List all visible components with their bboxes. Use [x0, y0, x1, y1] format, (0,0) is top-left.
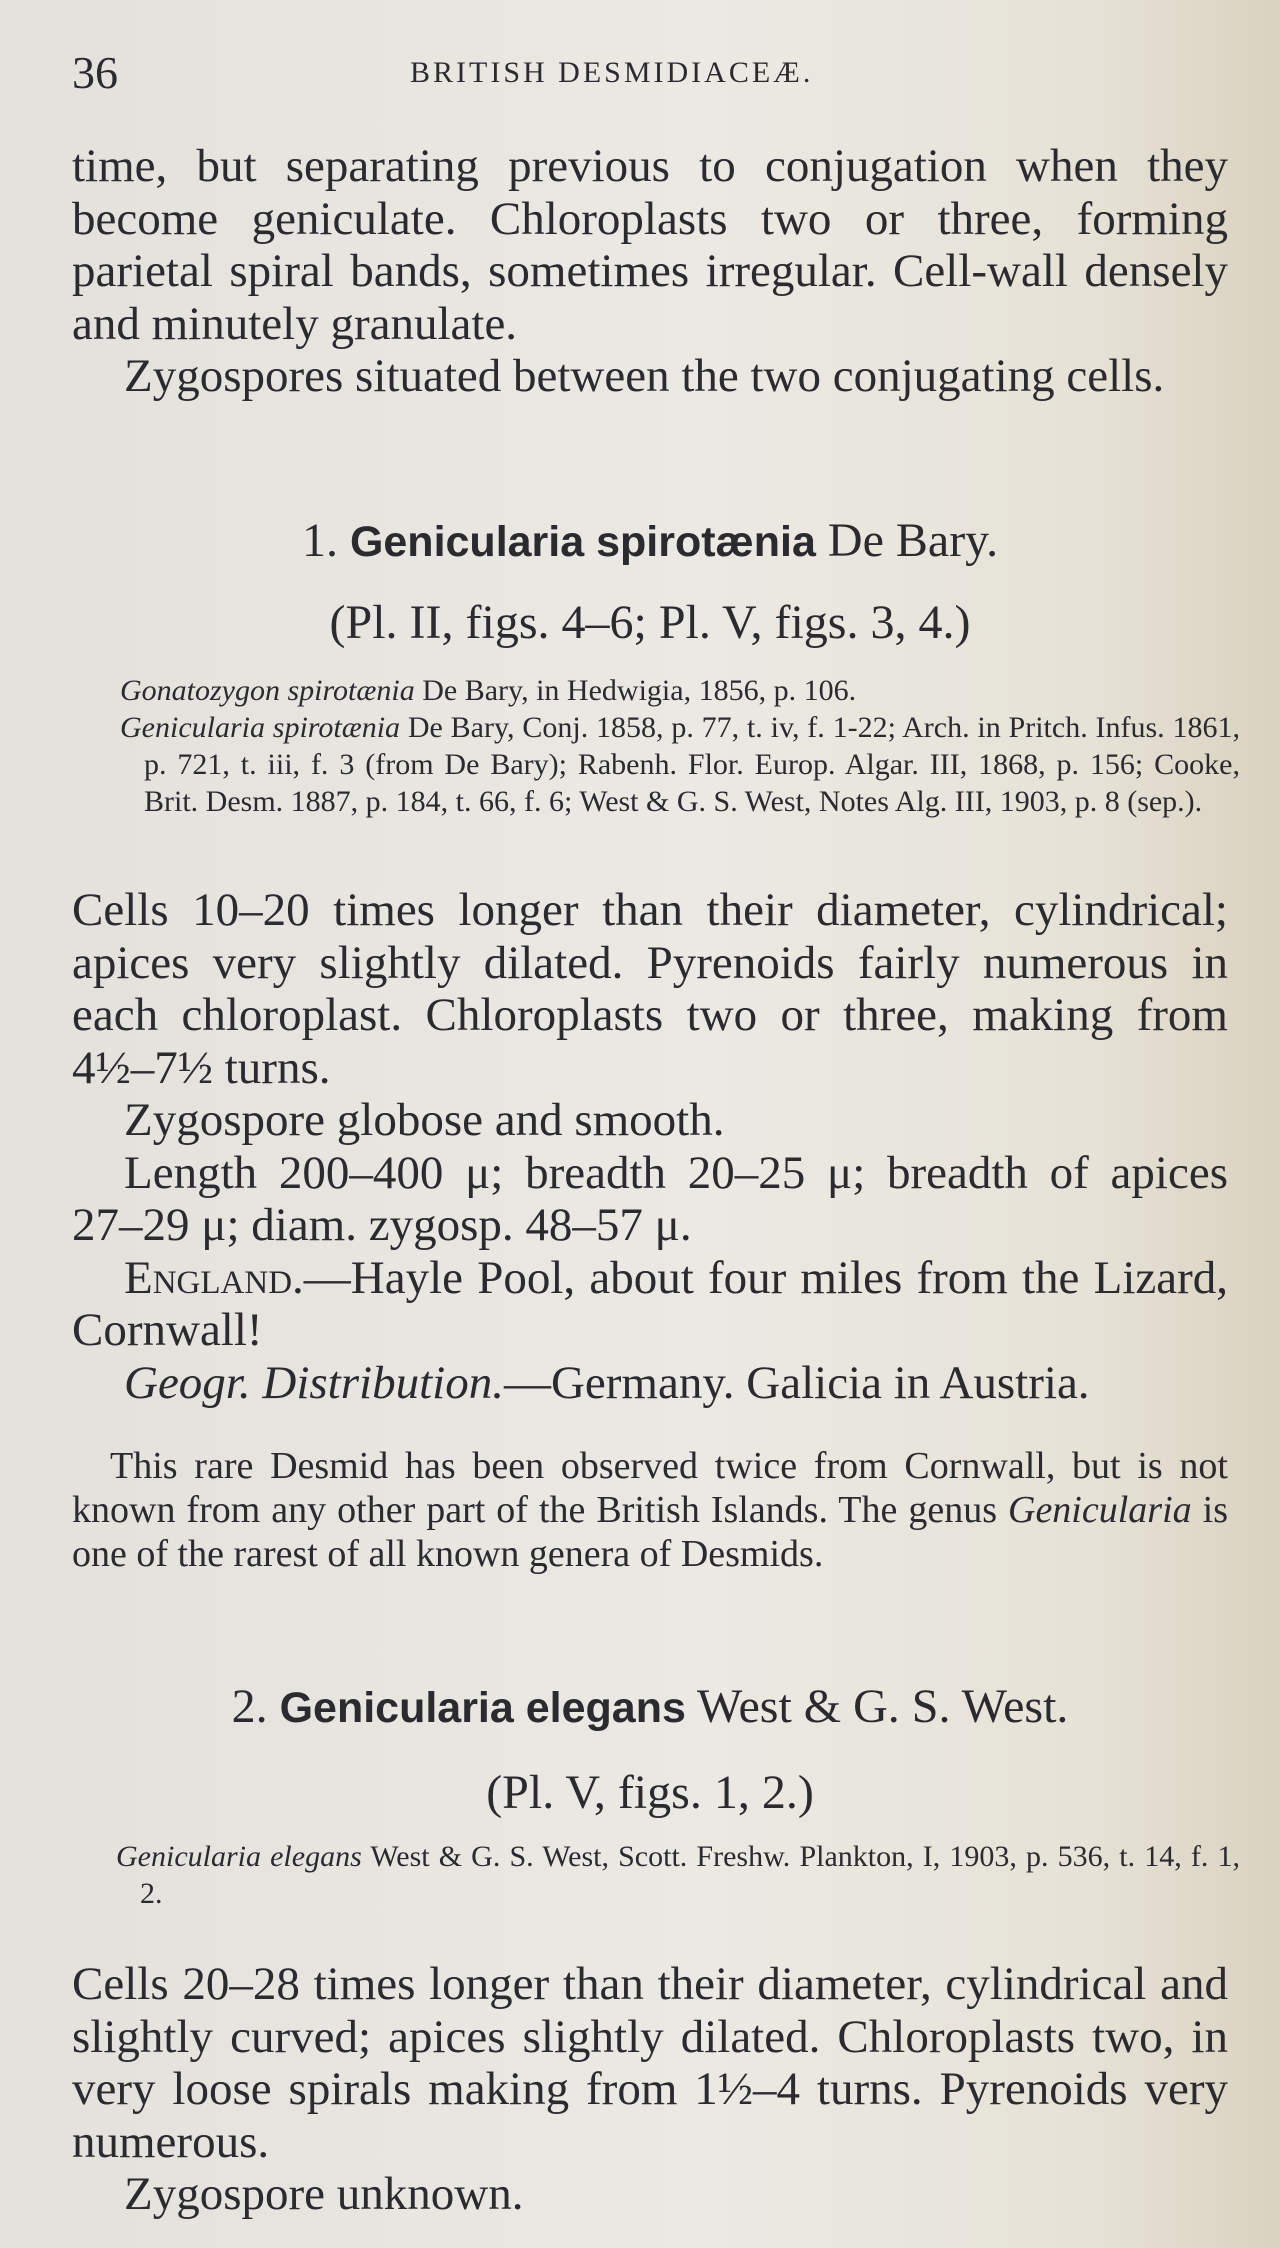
synonymy-2 [116, 1838, 1240, 1912]
plate-reference-2: (Pl. V, figs. 1, 2.) [486, 1766, 814, 1819]
genus-name: Genicularia [1008, 1489, 1192, 1531]
synonymy-1 [120, 672, 1240, 820]
running-title: BRITISH DESMIDIACEÆ. [410, 56, 814, 89]
page-number: 36 [72, 47, 118, 98]
locality-line: England.—Hayle Pool, about four miles from the Lizard, Cornwall! [72, 1251, 1228, 1356]
continuation-text [72, 140, 1228, 403]
plate-reference-1: (Pl. II, figs. 4–6; Pl. V, figs. 3, 4.) [329, 596, 971, 649]
synonym-entry: Genicularia spirotænia De Bary, Conj. 1858, p. 77, t. iv, f. 1-22; Arch. in Pritch. Infus. 1861, p. 721, t. iii, f. 3 (from De Bary); Rabenh. Flor. Europ. Algar. III, 1868, p. 156; Cooke, Brit. Desm. 1887, p. 184, t. 66, f. 6; West & G. S. West, Notes Alg. III, 1903, p. 8 (sep.). [120, 711, 1240, 818]
distribution-label: Geogr. Distribution. [124, 1356, 504, 1409]
running-head [72, 46, 1220, 96]
species-author: West & G. S. West. [697, 1680, 1069, 1733]
species-heading-2 [72, 1676, 1228, 1739]
zygospore-paragraph: Zygospores situated between the two conjugating cells. [124, 350, 1165, 402]
description-2 [72, 1958, 1228, 2221]
species-author: De Bary. [827, 514, 999, 567]
synonym-entry: Gonatozygon spirotænia De Bary, in Hedwigia, 1856, p. 106. [120, 674, 857, 707]
continuation-paragraph: time, but separating previous to conjugation when they become geniculate. Chloroplasts two or three, forming parietal spiral bands, sometimes irregular. Cell-wall densely and minutely granulate. [72, 140, 1228, 350]
species-name: Genicularia elegans [279, 1684, 686, 1732]
locality-label: England. [124, 1251, 304, 1304]
zygospore-line: Zygospore globose and smooth. [124, 1094, 725, 1146]
description-1 [72, 884, 1228, 1409]
species-number: 2. [231, 1680, 268, 1733]
measurements-line: Length 200–400 μ; breadth 20–25 μ; breadth of apices 27–29 μ; diam. zygosp. 48–57 μ. [72, 1146, 1228, 1251]
synonym-name: Genicularia elegans [116, 1840, 362, 1873]
species-number: 1. [301, 514, 338, 567]
species-heading-1 [72, 510, 1228, 573]
description-paragraph: Cells 20–28 times longer than their diameter, cylindrical and slightly curved; apices slightly dilated. Chloroplasts two, in very loose spirals making from 1½–4 turns. Pyrenoids very numerous. [72, 1958, 1228, 2168]
synonym-name: Gonatozygon spirotænia [120, 674, 415, 707]
note-paragraph: This rare Desmid has been observed twice from Cornwall, but is not known from any other part of the British Islands. The genus Genicularia is one of the rarest of all known genera of Desmids. [72, 1445, 1228, 1575]
synonym-entry: Genicularia elegans West & G. S. West, Scott. Freshw. Plankton, I, 1903, p. 536, t. 14, f. 1, 2. [116, 1840, 1240, 1910]
description-paragraph: Cells 10–20 times longer than their diameter, cylindrical; apices very slightly dilated. Pyrenoids fairly numerous in each chloroplast. Chloroplasts two or three, making from 4½–7½ turns. [72, 884, 1228, 1094]
synonym-name: Genicularia spirotænia [120, 711, 401, 744]
species-name: Genicularia spirotænia [349, 518, 816, 566]
distribution-line: Geogr. Distribution.—Germany. Galicia in Austria. [124, 1356, 1090, 1409]
zygospore-line: Zygospore unknown. [124, 2168, 524, 2220]
